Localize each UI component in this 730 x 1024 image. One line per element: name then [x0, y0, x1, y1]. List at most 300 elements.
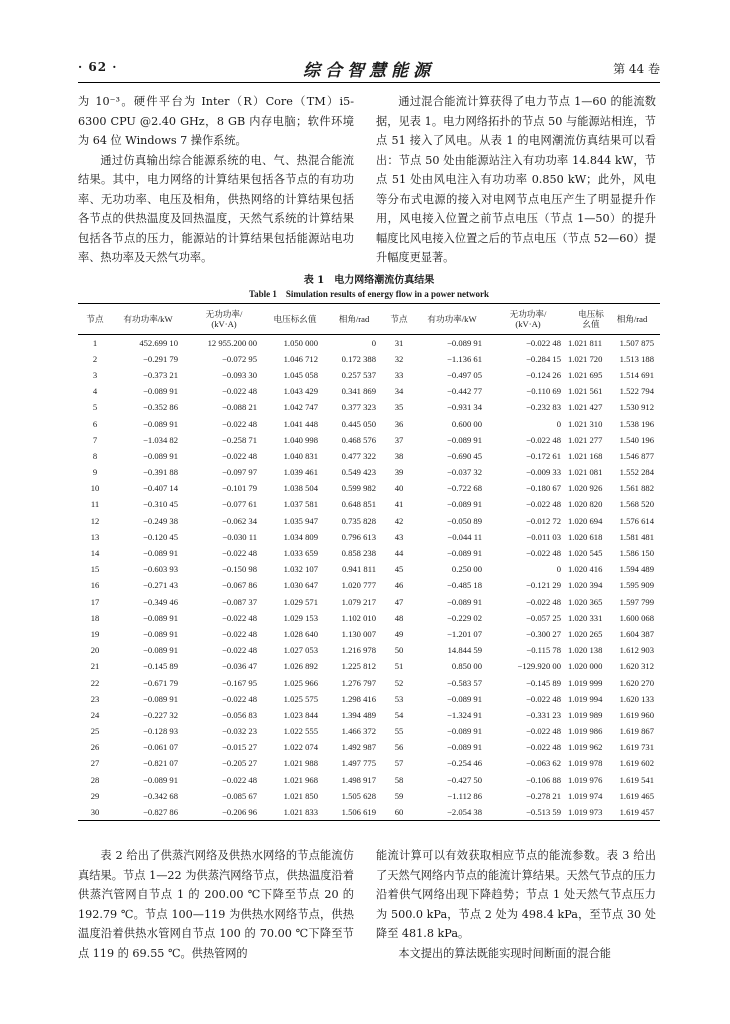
table-cell: 1.619 457 — [619, 806, 654, 817]
table-cell: 1.021 988 — [283, 758, 318, 769]
paragraph: 表 2 给出了供蒸汽网络及供热水网络的节点能流仿真结果。节点 1—22 为供蒸汽网络节点，供热温度沿着供蒸汽管网自节点 1 的 200.00 ℃下降至节点 20 的 192.79 ℃。节点 100—119 为供热水网络节点，供热温度沿着供热水管网自节点 100 的 70.00 ℃下降至节点 119 的 69.55 ℃。供热管网的 — [78, 849, 354, 960]
table-cell: 56 — [394, 742, 404, 753]
table-cell: 0.341 869 — [341, 386, 376, 397]
table-cell: −0.022 48 — [526, 434, 561, 445]
table-cell: −0.089 91 — [143, 386, 178, 397]
table-cell: 2 — [92, 353, 98, 364]
table-cell: 1.298 416 — [341, 693, 376, 704]
journal-title: 综合智慧能源 — [303, 61, 435, 81]
table-cell: 1.561 882 — [619, 483, 654, 494]
table-cell: 10 — [90, 483, 100, 494]
col-header-voltage: 电压标幺值 — [578, 309, 604, 329]
table-cell: 0.600 00 — [451, 418, 482, 429]
table-cell: 1.020 618 — [568, 531, 603, 542]
table-cell: −0.063 62 — [526, 758, 561, 769]
table-cell: 5 — [92, 402, 98, 413]
table-cell: 1.027 053 — [283, 645, 318, 656]
table-cell: −0.089 91 — [447, 434, 482, 445]
col-header-voltage: 电压标幺值 — [273, 314, 317, 324]
right-column-top — [376, 92, 656, 268]
table-cell: −0.056 83 — [222, 709, 257, 720]
table-cell: −0.036 47 — [222, 661, 257, 672]
table-cell: −0.009 33 — [526, 467, 561, 478]
table-cell: 15 — [90, 564, 100, 575]
table-cell: 1.586 150 — [619, 548, 654, 559]
table-cell: 1.037 581 — [283, 499, 318, 510]
table-cell: −129.920 00 — [517, 661, 561, 672]
table-cell: −0.022 48 — [222, 693, 257, 704]
table-cell: −0.101 79 — [222, 483, 257, 494]
table-cell: 19 — [90, 628, 100, 639]
table-cell: 1.576 614 — [619, 515, 654, 526]
table-cell: −0.022 48 — [526, 499, 561, 510]
table-cell: −1.136 61 — [447, 353, 482, 364]
col-header-reactive-line1: 无功功率/ — [509, 309, 547, 319]
table-cell: 21 — [90, 661, 100, 672]
table-row — [78, 513, 660, 529]
table-cell: −0.011 03 — [526, 531, 561, 542]
table-cell: −0.115 78 — [526, 645, 561, 656]
table-row — [78, 496, 660, 512]
table-cell: 1.021 850 — [283, 790, 318, 801]
table-cell: −0.442 77 — [447, 386, 482, 397]
table-cell: 1.492 987 — [341, 742, 376, 753]
table-cell: 23 — [90, 693, 100, 704]
table-cell: 1.019 994 — [568, 693, 603, 704]
table-cell: −0.022 48 — [222, 774, 257, 785]
table-cell: 38 — [394, 450, 404, 461]
table-cell: −0.124 26 — [526, 369, 561, 380]
table-cell: 13 — [90, 531, 100, 542]
table-row — [78, 723, 660, 739]
table-cell: 1.600 068 — [619, 612, 654, 623]
table-row — [78, 545, 660, 561]
table-cell: −0.089 91 — [143, 548, 178, 559]
table-row — [78, 367, 660, 383]
table-cell: 14 — [90, 548, 100, 559]
table-cell: 1.019 989 — [568, 709, 603, 720]
table-cell: 1.595 909 — [619, 580, 654, 591]
table-cell: −0.229 02 — [447, 612, 482, 623]
col-header-active: 有功功率/kW — [427, 314, 477, 324]
table-cell: 1.466 372 — [341, 726, 376, 737]
table-cell: −0.022 48 — [526, 693, 561, 704]
table-cell: 1.020 365 — [568, 596, 603, 607]
table-cell: 1.035 947 — [283, 515, 318, 526]
table-cell: 1.021 968 — [283, 774, 318, 785]
table-cell: 1.019 974 — [568, 790, 603, 801]
table-cell: 1.046 712 — [283, 353, 318, 364]
table-cell: 1.619 867 — [619, 726, 654, 737]
table-cell: 1.546 877 — [619, 450, 654, 461]
table-cell: 1.513 188 — [619, 353, 654, 364]
table-cell: 1.025 966 — [283, 677, 318, 688]
table-cell: 1.619 465 — [619, 790, 654, 801]
table-cell: −0.232 83 — [526, 402, 561, 413]
table-cell: 42 — [394, 515, 404, 526]
left-column-bottom — [78, 846, 354, 963]
table-cell: −0.603 93 — [143, 564, 178, 575]
paragraph: 通过混合能流计算获得了电力节点 1—60 的能流数据，见表 1。电力网络拓扑的节点 50 与能源站相连，节点 51 接入了风电。从表 1 的电网潮流仿真结果可以看出：节点 50 处由能源站注入有功功率 14.844 kW，节点 51 处由风电注入有功功率 0.850 kW；此外，风电等分布式电源的接入对电网节点电压产生了明显提升作用，风电接入位置之前节点电压（节点 1—50）的提升幅度比风电接入位置之后的节点电压（节点 52—60）提升幅度更显著。 — [376, 95, 656, 264]
table-cell: −0.022 48 — [526, 742, 561, 753]
table-cell: −0.120 45 — [143, 531, 178, 542]
table-row — [78, 610, 660, 626]
table-cell: −0.022 48 — [526, 726, 561, 737]
table-cell: 0.250 00 — [451, 564, 482, 575]
table-row — [78, 691, 660, 707]
table-cell: −0.258 71 — [222, 434, 257, 445]
table-cell: 0.599 982 — [341, 483, 376, 494]
table-cell: 28 — [90, 774, 100, 785]
table-cell: −0.089 91 — [447, 548, 482, 559]
table-cell: 0.796 613 — [341, 531, 376, 542]
table-cell: −0.349 46 — [143, 596, 178, 607]
table-row — [78, 658, 660, 674]
table-row — [78, 674, 660, 690]
table-cell: 1.020 777 — [341, 580, 376, 591]
table-cell: −0.089 91 — [447, 726, 482, 737]
table-cell: 0.858 238 — [341, 548, 376, 559]
table-cell: 1.043 429 — [283, 386, 318, 397]
table-cell: 27 — [90, 758, 100, 769]
table-cell: 1.019 999 — [568, 677, 603, 688]
table-row — [78, 432, 660, 448]
table-cell: 36 — [394, 418, 404, 429]
table-cell: −0.284 15 — [526, 353, 561, 364]
table-cell: −0.278 21 — [526, 790, 561, 801]
table-row — [78, 448, 660, 464]
table-cell: 1.020 138 — [568, 645, 603, 656]
table-cell: 1.225 812 — [341, 661, 376, 672]
table-cell: 57 — [394, 758, 404, 769]
table-row — [78, 788, 660, 804]
table-cell: −0.022 48 — [222, 548, 257, 559]
table-cell: −0.072 95 — [222, 353, 257, 364]
table-cell: 59 — [394, 790, 404, 801]
table-cell: −0.150 98 — [222, 564, 257, 575]
table-cell: −0.061 07 — [143, 742, 178, 753]
table-cell: 1.029 153 — [283, 612, 318, 623]
table-cell: 1.020 545 — [568, 548, 603, 559]
table-cell: 18 — [90, 612, 100, 623]
page-number: · 62 · — [78, 60, 118, 74]
table-cell: −0.167 95 — [222, 677, 257, 688]
table-cell: 1.514 691 — [619, 369, 654, 380]
table-cell: 0.941 811 — [341, 564, 376, 575]
table-cell: −0.106 88 — [526, 774, 561, 785]
table-cell: −0.097 97 — [222, 467, 257, 478]
table-cell: 1.021 277 — [568, 434, 603, 445]
table-cell: −0.022 48 — [222, 628, 257, 639]
table-cell: −0.085 67 — [222, 790, 257, 801]
table-cell: 50 — [394, 645, 404, 656]
table-cell: 1.021 081 — [568, 467, 603, 478]
table-cell: 1.021 310 — [568, 418, 603, 429]
table-cell: 1.050 000 — [283, 337, 318, 348]
table-cell: −0.821 07 — [143, 758, 178, 769]
table-cell: 0.549 423 — [341, 467, 376, 478]
col-header-reactive-line1: 无功功率/ — [205, 309, 243, 319]
table-cell: −0.254 46 — [447, 758, 482, 769]
table-cell: 37 — [394, 434, 404, 445]
table-cell: 1.019 962 — [568, 742, 603, 753]
table-cell: 1 — [92, 337, 98, 348]
table-cell: −0.206 96 — [222, 806, 257, 817]
table-row — [78, 399, 660, 415]
table-cell: −0.205 27 — [222, 758, 257, 769]
table-cell: 1.023 844 — [283, 709, 318, 720]
table-cell: 0.648 851 — [341, 499, 376, 510]
table-cell: −0.407 14 — [143, 483, 178, 494]
table-cell: 1.021 427 — [568, 402, 603, 413]
table-cell: 30 — [90, 806, 100, 817]
table-cell: −0.050 89 — [447, 515, 482, 526]
table-cell: 4 — [92, 386, 98, 397]
table-cell: 22 — [90, 677, 100, 688]
table-cell: 1.612 903 — [619, 645, 654, 656]
table-cell: 1.021 833 — [283, 806, 318, 817]
table-cell: −0.291 79 — [143, 353, 178, 364]
table-cell: 1.021 695 — [568, 369, 603, 380]
table-cell: −0.015 27 — [222, 742, 257, 753]
table-cell: 1.020 926 — [568, 483, 603, 494]
col-header-angle: 相角/rad — [338, 314, 370, 324]
table-cell: 1.619 960 — [619, 709, 654, 720]
table-cell: −0.310 45 — [143, 499, 178, 510]
table-row — [78, 739, 660, 755]
table-cell: 1.530 912 — [619, 402, 654, 413]
table-cell: −0.022 48 — [222, 612, 257, 623]
table-row — [78, 464, 660, 480]
table-cell: −0.089 91 — [447, 596, 482, 607]
table-cell: 1.538 196 — [619, 418, 654, 429]
table-cell: 1.038 504 — [283, 483, 318, 494]
table-cell: 1.594 489 — [619, 564, 654, 575]
table-cell: 33 — [394, 369, 404, 380]
table-cell: 1.020 265 — [568, 628, 603, 639]
table-header-row — [78, 304, 660, 335]
table-cell: 16 — [90, 580, 100, 591]
table-cell: 1.021 561 — [568, 386, 603, 397]
table-cell: 1.039 461 — [283, 467, 318, 478]
table-cell: −0.089 91 — [143, 612, 178, 623]
paragraph: 通过仿真输出综合能源系统的电、气、热混合能流结果。其中，电力网络的计算结果包括各节点的有功功率、无功功率、电压及相角，供热网络的计算结果包括各节点的供热温度及回热温度，天然气系统的计算结果包括各节点的压力，能源站的计算结果包括能源站电功率、热功率及天然气功率。 — [78, 153, 354, 264]
table-cell: 1.028 640 — [283, 628, 318, 639]
table-cell: −0.145 89 — [526, 677, 561, 688]
table-cell: 47 — [394, 596, 404, 607]
table-cell: −0.012 72 — [526, 515, 561, 526]
table-cell: 1.620 312 — [619, 661, 654, 672]
table-cell: −0.022 48 — [222, 450, 257, 461]
table-row — [78, 772, 660, 788]
table-cell: 0 — [556, 418, 561, 429]
page-header — [78, 56, 660, 82]
table-cell: −0.022 48 — [526, 337, 561, 348]
table-cell: −0.067 86 — [222, 580, 257, 591]
table-cell: −0.088 21 — [222, 402, 257, 413]
table-cell: 40 — [394, 483, 404, 494]
table-cell: 1.522 794 — [619, 386, 654, 397]
table-cell: −0.089 91 — [143, 645, 178, 656]
table-cell: −0.089 91 — [143, 628, 178, 639]
col-header-reactive-line2: (kV·A) — [211, 319, 237, 329]
table-cell: 29 — [90, 790, 100, 801]
table-cell: 11 — [90, 499, 100, 510]
table-cell: 1.040 831 — [283, 450, 318, 461]
header-rule — [78, 82, 660, 83]
table-cell: −0.172 61 — [526, 450, 561, 461]
table-cell: −0.722 68 — [447, 483, 482, 494]
table-cell: 0.735 828 — [341, 515, 376, 526]
table-cell: 51 — [394, 661, 404, 672]
table-cell: 1.507 875 — [619, 337, 654, 348]
table-cell: 1.597 799 — [619, 596, 654, 607]
table-cell: 9 — [92, 467, 98, 478]
table-cell: 24 — [90, 709, 100, 720]
col-header-reactive — [488, 304, 568, 335]
table-cell: 1.581 481 — [619, 531, 654, 542]
table-cell: −0.110 69 — [526, 386, 561, 397]
table-cell: 46 — [394, 580, 404, 591]
table-cell: −0.022 48 — [526, 548, 561, 559]
table-cell: −0.373 21 — [143, 369, 178, 380]
table-cell: 1.619 731 — [619, 742, 654, 753]
table-cell: −0.057 25 — [526, 612, 561, 623]
table-cell: 12 955.200 00 — [207, 337, 257, 348]
table-cell: −0.931 34 — [447, 402, 482, 413]
table-cell: −0.427 50 — [447, 774, 482, 785]
table-cell: −0.690 45 — [447, 450, 482, 461]
table-cell: 1.506 619 — [341, 806, 376, 817]
table-cell: −0.022 48 — [222, 645, 257, 656]
table-cell: 52 — [394, 677, 404, 688]
table-cell: 1.034 809 — [283, 531, 318, 542]
table-cell: 31 — [394, 337, 404, 348]
right-column-bottom — [376, 846, 656, 963]
table-cell: 0.257 537 — [341, 369, 376, 380]
table-cell: 1.497 775 — [341, 758, 376, 769]
table-cell: 1.130 007 — [341, 628, 376, 639]
table-cell: 1.619 541 — [619, 774, 654, 785]
table-cell: 58 — [394, 774, 404, 785]
col-header-active: 有功功率/kW — [123, 314, 173, 324]
table-cell: 14.844 59 — [447, 645, 482, 656]
table-cell: 39 — [394, 467, 404, 478]
table-cell: 43 — [394, 531, 404, 542]
table-cell: 1.020 000 — [568, 661, 603, 672]
table-cell: −1.112 86 — [447, 790, 482, 801]
col-header-reactive — [184, 304, 264, 335]
table-cell: 0 — [371, 337, 376, 348]
table-cell: 0.468 576 — [341, 434, 376, 445]
table-cell: 0 — [556, 564, 561, 575]
table-row — [78, 335, 660, 351]
table-cell: 0.445 050 — [341, 418, 376, 429]
table-cell: 53 — [394, 693, 404, 704]
table-cell: −0.077 61 — [222, 499, 257, 510]
table-cell: 55 — [394, 726, 404, 737]
table-cell: 1.568 520 — [619, 499, 654, 510]
table-cell: 1.021 720 — [568, 353, 603, 364]
table-cell: −0.827 86 — [143, 806, 178, 817]
table-cell: 41 — [394, 499, 404, 510]
col-header-node: 节点 — [86, 314, 104, 324]
table-cell: −0.093 30 — [222, 369, 257, 380]
table-cell: −0.121 29 — [526, 580, 561, 591]
table-cell: 32 — [394, 353, 404, 364]
table-cell: 1.021 168 — [568, 450, 603, 461]
table-cell: −0.022 48 — [222, 418, 257, 429]
table-cell: −0.032 23 — [222, 726, 257, 737]
table-cell: 1.041 448 — [283, 418, 318, 429]
table-row — [78, 577, 660, 593]
table-cell: 25 — [90, 726, 100, 737]
table-cell: 34 — [394, 386, 404, 397]
col-header-reactive-line2: (kV·A) — [515, 319, 541, 329]
table-cell: 1.498 917 — [341, 774, 376, 785]
table-cell: 1.019 973 — [568, 806, 603, 817]
table-cell: 0.377 323 — [341, 402, 376, 413]
table-cell: −0.300 27 — [526, 628, 561, 639]
table-cell: −0.089 91 — [447, 337, 482, 348]
table-cell: 0.850 00 — [451, 661, 482, 672]
volume-label: 第 44 卷 — [613, 62, 660, 76]
table-cell: 45 — [394, 564, 404, 575]
table-row — [78, 561, 660, 577]
table-row — [78, 383, 660, 399]
table-cell: 1.025 575 — [283, 693, 318, 704]
table-cell: −0.227 32 — [143, 709, 178, 720]
table-cell: 0.477 322 — [341, 450, 376, 461]
table-caption-en: Table 1 Simulation results of energy flow in a power network — [248, 289, 490, 299]
table-cell: −0.513 59 — [526, 806, 561, 817]
table-cell: −1.324 91 — [447, 709, 482, 720]
table-cell: 1.540 196 — [619, 434, 654, 445]
table-cell: 44 — [394, 548, 404, 559]
table-cell: −0.062 34 — [222, 515, 257, 526]
table-cell: 8 — [92, 450, 98, 461]
table-cell: −0.089 91 — [143, 774, 178, 785]
table-row — [78, 804, 660, 820]
table-cell: −0.497 05 — [447, 369, 482, 380]
table-caption-cn: 表 1 电力网络潮流仿真结果 — [303, 275, 435, 286]
table-cell: −0.089 91 — [447, 499, 482, 510]
table-cell: 12 — [90, 515, 100, 526]
table-cell: 6 — [92, 418, 98, 429]
table-cell: 1.022 074 — [283, 742, 318, 753]
table-cell: 1.552 284 — [619, 467, 654, 478]
paragraph: 能流计算可以有效获取相应节点的能流参数。表 3 给出了天然气网络内节点的能流计算结果。天然气节点的压力沿着供气网络出现下降趋势；节点 1 处天然气节点压力为 500.0 kPa，节点 2 处为 498.4 kPa，至节点 30 处降至 481.8 kPa。 — [376, 849, 656, 940]
table-cell: −2.054 38 — [447, 806, 482, 817]
table-cell: −0.022 48 — [526, 596, 561, 607]
paragraph: 为 10⁻³。硬件平台为 Inter（R）Core（TM）i5-6300 CPU @2.40 GHz，8 GB 内存电脑；软件环境为 64 位 Windows 7 操作系统。 — [78, 95, 354, 147]
table-cell: −0.089 91 — [447, 742, 482, 753]
table-cell: −0.342 68 — [143, 790, 178, 801]
table-cell: −0.583 57 — [447, 677, 482, 688]
table-row — [78, 626, 660, 642]
table-cell: 1.042 747 — [283, 402, 318, 413]
table-cell: 1.619 602 — [619, 758, 654, 769]
table-cell: 1.102 010 — [341, 612, 376, 623]
table-row — [78, 707, 660, 723]
table-row — [78, 529, 660, 545]
table-cell: 1.022 555 — [283, 726, 318, 737]
paragraph: 本文提出的算法既能实现时间断面的混合能 — [398, 946, 611, 960]
left-column-top — [78, 92, 354, 268]
table-cell: 1.394 489 — [341, 709, 376, 720]
table-cell: 1.030 647 — [283, 580, 318, 591]
table-cell: −0.089 91 — [143, 450, 178, 461]
